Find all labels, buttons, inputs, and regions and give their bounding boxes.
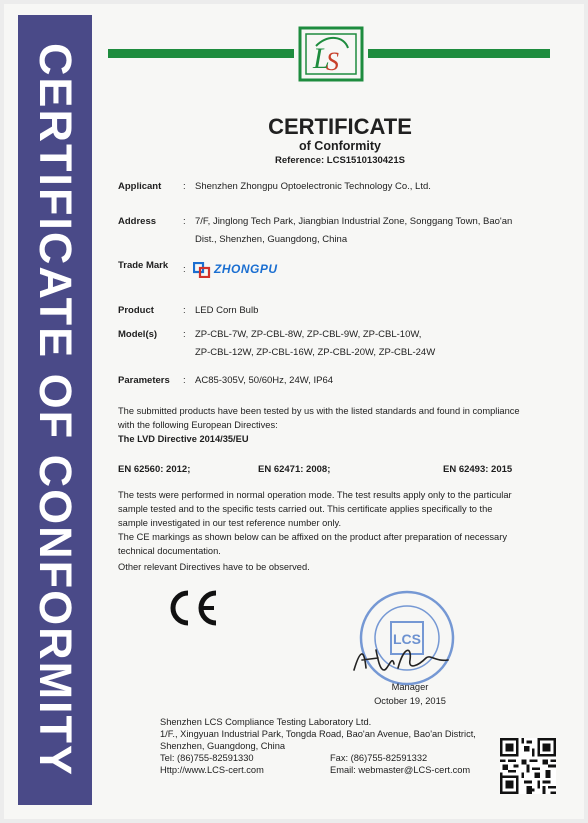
standard-1: EN 62560: 2012; <box>118 464 191 475</box>
footer-company: Shenzhen LCS Compliance Testing Laboratory Ltd. <box>160 717 372 727</box>
parameters-label: Parameters <box>118 375 170 386</box>
models-line-1: ZP-CBL-7W, ZP-CBL-8W, ZP-CBL-9W, ZP-CBL-10W, <box>195 329 422 340</box>
certificate-title: CERTIFICATE <box>268 114 412 139</box>
address-label: Address <box>118 216 157 227</box>
header-bar-left <box>108 49 294 58</box>
product-label: Product <box>118 305 154 316</box>
svg-text:S: S <box>326 47 339 76</box>
models-label: Model(s) <box>118 329 158 340</box>
reference-number: Reference: LCS1510130421S <box>275 155 405 166</box>
parameters-colon: : <box>183 375 186 386</box>
zhongpu-logo-icon <box>193 262 211 278</box>
footer-address-line-2: Shenzhen, Guangdong, China <box>160 741 286 751</box>
standard-3: EN 62493: 2015 <box>443 464 513 475</box>
product-value: LED Corn Bulb <box>195 305 259 316</box>
address-colon: : <box>183 216 186 227</box>
qr-code-icon <box>500 738 556 794</box>
address-line-2: Dist., Shenzhen, Guangdong, China <box>195 234 348 245</box>
address-line-1: 7/F, Jinglong Tech Park, Jiangbian Industrial Zone, Songgang Town, Bao'an <box>195 216 513 227</box>
footer-address-line-1: 1/F., Xingyuan Industrial Park, Tongda Road, Bao'an Avenue, Bao'an District, <box>160 729 476 739</box>
notes-line-3: sample investigated in our test reference number only. <box>118 518 342 528</box>
certificate-subtitle: of Conformity <box>299 139 381 153</box>
standard-2: EN 62471: 2008; <box>258 464 331 475</box>
models-line-2: ZP-CBL-12W, ZP-CBL-16W, ZP-CBL-20W, ZP-CBL-24W <box>195 347 436 358</box>
models-colon: : <box>183 329 186 340</box>
compliance-line-2: with the following European Directives: <box>118 420 278 430</box>
footer-fax: Fax: (86)755-82591332 <box>330 753 428 763</box>
product-colon: : <box>183 305 186 316</box>
footer-email: Email: webmaster@LCS-cert.com <box>330 765 471 775</box>
stamp-inner-text: LCS <box>393 631 421 647</box>
trademark-brand: ZHONGPU <box>214 262 278 276</box>
ce-mark-icon <box>166 588 222 628</box>
trademark-colon: : <box>183 264 186 275</box>
header-bar-right <box>368 49 550 58</box>
applicant-value: Shenzhen Zhongpu Optoelectronic Technology Co., Ltd. <box>195 181 431 192</box>
footer-web: Http://www.LCS-cert.com <box>160 765 264 775</box>
notes-line-5: technical documentation. <box>118 546 221 556</box>
trademark-label: Trade Mark <box>118 260 169 271</box>
notes-line-4: The CE markings as shown below can be affixed on the product after preparation of necessary <box>118 532 507 542</box>
svg-text:L: L <box>313 42 330 75</box>
notes-line-1: The tests were performed in normal operation mode. The test results apply only to the particular <box>118 490 512 500</box>
parameters-value: AC85-305V, 50/60Hz, 24W, IP64 <box>195 375 334 386</box>
applicant-label: Applicant <box>118 181 162 192</box>
compliance-line-1: The submitted products have been tested by us with the listed standards and found in compliance <box>118 406 520 416</box>
side-band-text: CERTIFICATE OF CONFORMITY <box>30 42 81 778</box>
lcs-logo-icon <box>298 26 364 82</box>
signatory-title: Manager <box>391 682 429 692</box>
notes-line-6: Other relevant Directives have to be observed. <box>118 562 310 572</box>
applicant-colon: : <box>183 181 186 192</box>
directive-text: The LVD Directive 2014/35/EU <box>118 434 249 444</box>
manager-signature <box>348 640 458 680</box>
notes-line-2: sample tested and to the specific tests carried out. This certificate applies specifically to the <box>118 504 493 514</box>
signature-date: October 19, 2015 <box>374 696 446 706</box>
footer-tel: Tel: (86)755-82591330 <box>160 753 254 763</box>
